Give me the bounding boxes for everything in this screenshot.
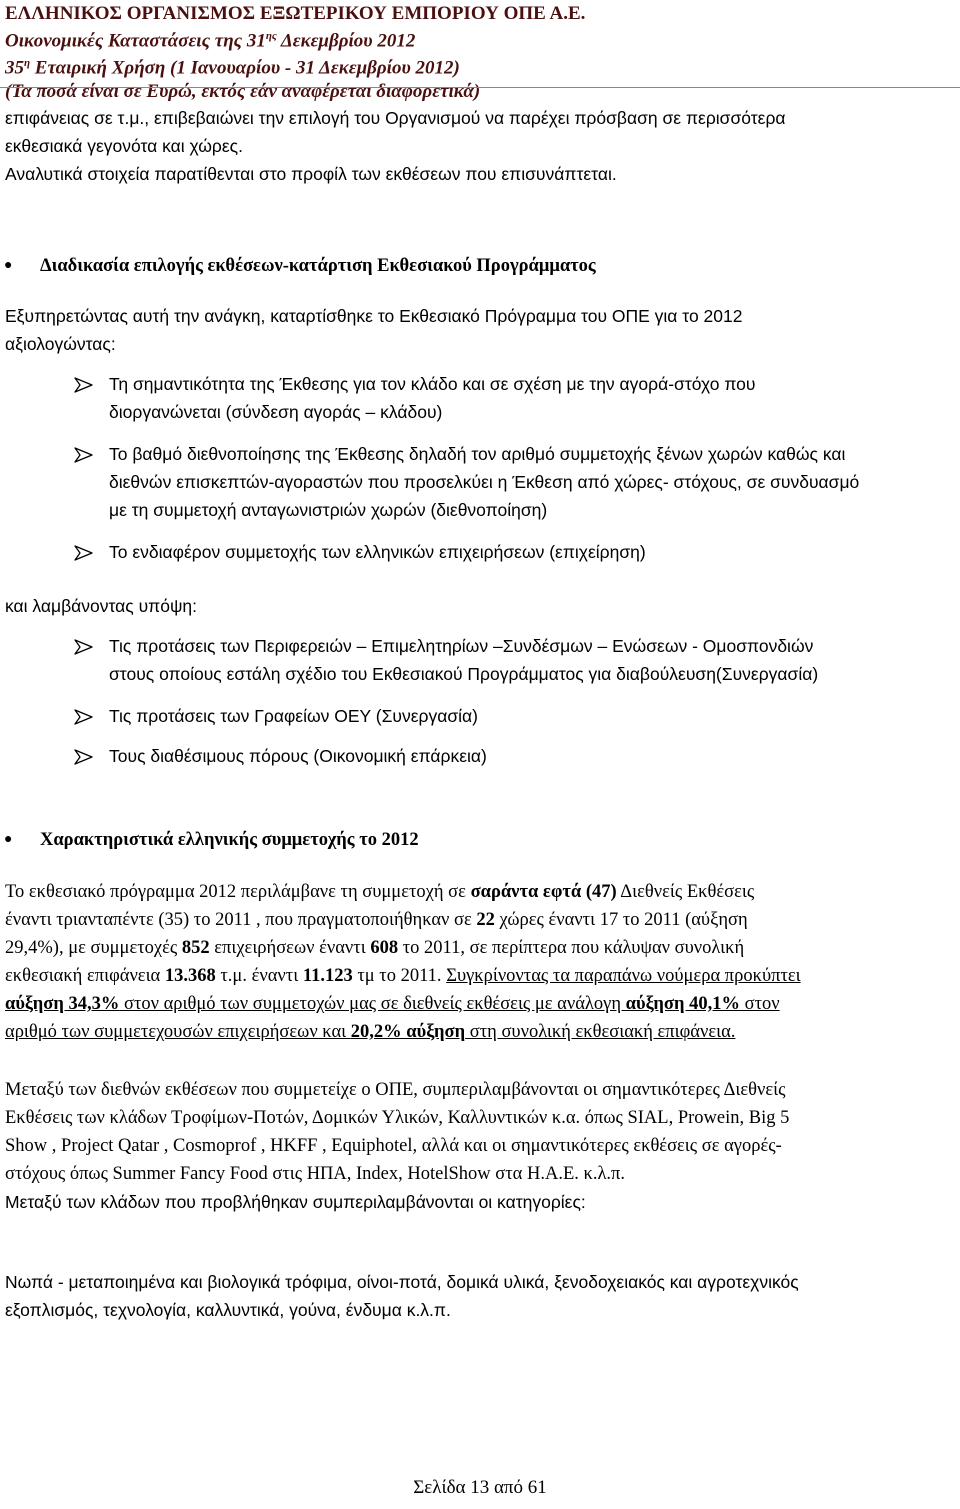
p1-e2: στον αριθμό των συμμετοχών μας σε διεθνείς εκθέσεις με ανάλογη [119,994,626,1014]
page-number-footer: Σελίδα 13 από 61 [413,1477,547,1498]
p1-f2-bold: 20,2% αύξηση [350,1022,466,1042]
arrowhead-bullet-icon [74,742,96,770]
exhibitions-line-1: Μεταξύ των διεθνών εκθέσεων που συμμετείχε ο ΟΠΕ, συμπεριλαμβάνονται οι σημαντικότερες Διεθνείς [5,1080,786,1100]
p1-a3: Διεθνείς Εκθέσεις [616,882,755,902]
p1-c5: το 2011, σε περίπτερα που κάλυψαν συνολική [398,938,745,958]
p1-b2-bold: 22 [476,910,495,930]
participation-line-1 [5,878,957,906]
section-1-title: Διαδικασία επιλογής εκθέσεων-κατάρτιση Εκθεσιακού Προγράμματος [40,256,596,276]
p1-f3: στη συνολική εκθεσιακή επιφάνεια. [465,1022,736,1042]
section-1-heading [0,252,950,280]
p1-e1-bold: αύξηση 34,3% [5,994,120,1014]
section-2-heading [0,826,950,854]
p1-c1: 29,4%), με συμμετοχές [5,938,182,958]
sectors-intro-paragraph [5,1188,957,1216]
intro-line-2: εκθεσιακά γεγονότα και χώρες. [5,136,243,156]
consideration-1-line-1: Τις προτάσεις των Περιφερειών – Επιμελητηρίων –Συνδέσμων – Ενώσεων - Ομοσπονδιών [109,636,814,656]
participation-line-2 [5,906,957,934]
criterion-2-line-2: διεθνών επισκεπτών-αγοραστών που προσελκύει η Έκθεση από χώρες- στόχους, σε συνδυασμό [109,472,860,492]
p1-a2-bold: σαράντα εφτά (47) [470,882,617,902]
p1-d6-underlined: Συγκρίνοντας τα παραπάνω νούμερα προκύπτει [446,966,801,986]
participation-paragraph [5,878,957,1046]
header-statements-date: Δεκεμβρίου 2012 [276,30,416,52]
arrowhead-bullet-icon [74,370,96,398]
section-1-para-line-1: Εξυπηρετώντας αυτή την ανάγκη, καταρτίσθηκε το Εκθεσιακό Πρόγραμμα του ΟΠΕ για το 2012 [5,306,743,326]
criterion-1-line-2: διοργανώνεται (σύνδεση αγοράς – κλάδου) [109,402,443,422]
p1-c2-bold: 852 [181,938,210,958]
p1-c4-bold: 608 [370,938,399,958]
participation-line-6 [5,1018,957,1046]
section-1-paragraph [5,302,957,358]
header-year-sup: η [24,57,31,70]
p1-f1: αριθμό των συμμετεχουσών επιχειρήσεων και [5,1022,351,1042]
p1-d4-bold: 11.123 [302,966,353,986]
participation-line-4 [5,962,957,990]
p1-d3: τ.μ. έναντι [215,966,303,986]
header-divider [0,87,960,88]
p1-e3-bold: αύξηση 40,1% [625,994,740,1014]
header-statements [5,25,945,52]
p1-b1: έναντι τριανταπέντε (35) το 2011 , που πραγματοποιήθηκαν σε [5,910,477,930]
p1-d2-bold: 13.368 [164,966,216,986]
exhibitions-line-2: Εκθέσεις των κλάδων Τροφίμων-Ποτών, Δομικών Υλικών, Καλλυντικών κ.α. όπως SIAL, Prowein, Big 5 [5,1108,790,1128]
arrowhead-bullet-icon [74,702,96,730]
p1-e4: στον [739,994,780,1014]
p1-d1: εκθεσιακή επιφάνεια [5,966,165,986]
criterion-3-line-1: Το ενδιαφέρον συμμετοχής των ελληνικών επιχειρήσεων (επιχείρηση) [109,542,646,562]
criterion-2-line-3: με τη συμμετοχή ανταγωνιστριών χωρών (διεθνοποίηση) [109,500,548,520]
section-1-para-line-2: αξιολογώντας: [5,334,116,354]
header-year-text: Εταιρική Χρήση (1 Ιανουαρίου - 31 Δεκεμβρίου 2012) [30,57,460,79]
sectors-paragraph [5,1268,957,1324]
sectors-line-2: εξοπλισμός, τεχνολογία, καλλυντικά, γούνα, ένδυμα κ.λ.π. [5,1300,451,1320]
p1-b3: χώρες έναντι 17 το 2011 (αύξηση [494,910,748,930]
considering-label [5,592,957,620]
section-2-title: Χαρακτηριστικά ελληνικής συμμετοχής το 2012 [40,830,419,850]
intro-line-3: Αναλυτικά στοιχεία παρατίθενται στο προφίλ των εκθέσεων που επισυνάπτεται. [5,164,617,184]
arrowhead-bullet-icon [74,440,96,468]
bullet-dot-icon: ● [4,832,13,847]
header-year-number: 35 [5,57,24,79]
arrowhead-bullet-icon [74,538,96,566]
header-currency-note: (Τα ποσά είναι σε Ευρώ, εκτός εάν αναφέρεται διαφορετικά) [5,80,481,102]
considering-text: και λαμβάνοντας υπόψη: [5,596,198,616]
sectors-intro-line: Μεταξύ των κλάδων που προβλήθηκαν συμπεριλαμβάνονται οι κατηγορίες: [5,1192,586,1212]
header-statements-sup: ης [265,30,277,42]
participation-line-5 [5,990,957,1018]
consideration-2-line-1: Τις προτάσεις των Γραφείων ΟΕΥ (Συνεργασία) [109,706,478,726]
bullet-dot-icon: ● [4,258,13,273]
sectors-line-1: Νωπά - μεταποιημένα και βιολογικά τρόφιμα, οίνοι-ποτά, δομικά υλικά, ξενοδοχειακός και αγροτεχνικός [5,1272,799,1292]
exhibitions-paragraph [5,1076,957,1188]
intro-line-1: επιφάνειας σε τ.μ., επιβεβαιώνει την επιλογή του Οργανισμού να παρέχει πρόσβαση σε περισσότερα [5,108,786,128]
criterion-1-line-1: Τη σημαντικότητα της Έκθεσης για τον κλάδο και σε σχέση με την αγορά-στόχο που [109,374,756,394]
p1-c3: επιχειρήσεων έναντι [209,938,371,958]
criterion-2-line-1: Το βαθμό διεθνοποίησης της Έκθεσης δηλαδή τον αριθμό συμμετοχής ξένων χωρών καθώς και [109,444,846,464]
arrowhead-bullet-icon [74,632,96,660]
consideration-3-line-1: Τους διαθέσιμους πόρους (Οικονομική επάρκεια) [109,746,487,766]
header-statements-text: Οικονομικές Καταστάσεις της 31 [5,30,266,52]
exhibitions-line-3: Show , Project Qatar , Cosmoprof , HKFF , Equiphotel, αλλά και οι σημαντικότερες εκθέσεις σε αγορές- [5,1136,782,1156]
participation-line-3 [5,934,957,962]
p1-a1: Το εκθεσιακό πρόγραμμα 2012 περιλάμβανε τη συμμετοχή σε [5,882,471,902]
p1-d5: τμ το 2011. [352,966,447,986]
intro-paragraph [5,104,957,188]
header-org: ΕΛΛΗΝΙΚΟΣ ΟΡΓΑΝΙΣΜΟΣ ΕΞΩΤΕΡΙΚΟΥ ΕΜΠΟΡΙΟΥ ΟΠΕ Α.Ε. [5,3,586,24]
exhibitions-line-4: στόχους όπως Summer Fancy Food στις ΗΠΑ, Index, HotelShow στα Η.Α.Ε. κ.λ.π. [5,1164,626,1184]
consideration-1-line-2: στους οποίους εστάλη σχέδιο του Εκθεσιακού Προγράμματος για διαβούλευση(Συνεργασία) [109,664,819,684]
header-fiscal-year [5,52,945,79]
